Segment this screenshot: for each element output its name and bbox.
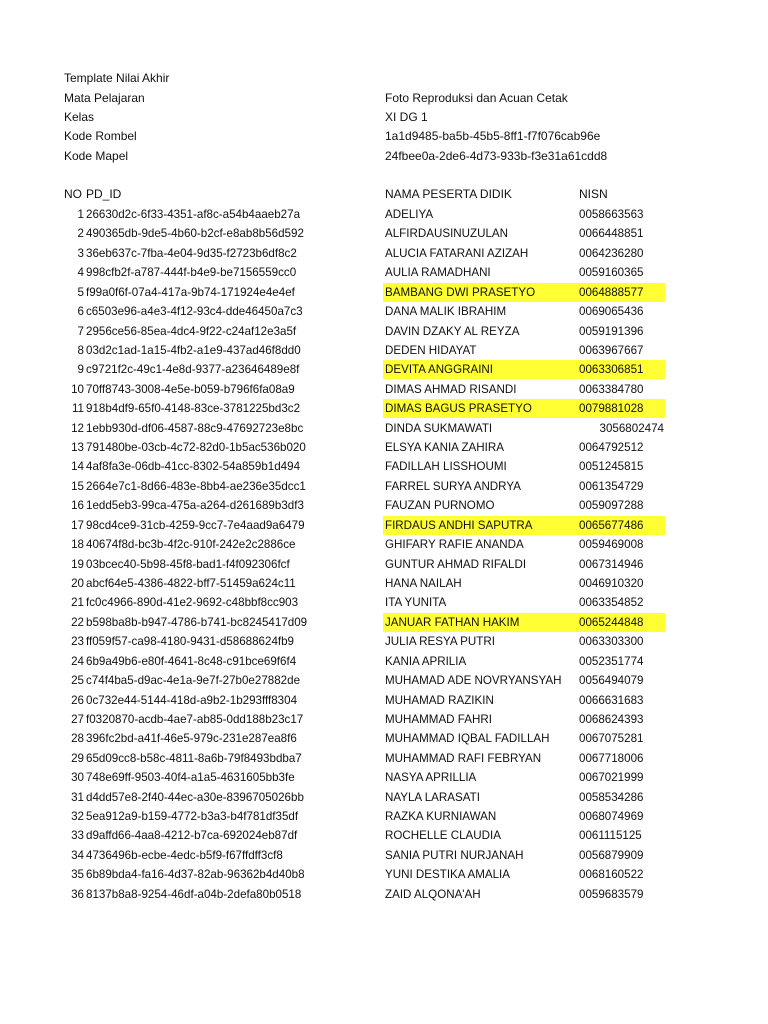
cell-nisn: 0059160365 xyxy=(579,266,644,280)
cell-nama: MUHAMMAD IQBAL FADILLAH xyxy=(385,732,550,746)
cell-no: 23 xyxy=(71,635,84,649)
cell-nama: NASYA APRILLIA xyxy=(385,771,477,785)
cell-nisn: 0068624393 xyxy=(579,712,644,726)
cell-pd-id: 748e69ff-9503-40f4-a1a5-4631605bb3fe xyxy=(86,771,295,785)
meta-row-kodemapel xyxy=(0,147,768,166)
cell-nama: ELSYA KANIA ZAHIRA xyxy=(385,441,504,455)
table-row xyxy=(0,205,768,224)
cell-nisn: 0063306851 xyxy=(579,363,644,377)
cell-pd-id: abcf64e5-4386-4822-bff7-51459a624c11 xyxy=(86,576,296,590)
cell-nisn: 0064792512 xyxy=(579,441,644,455)
cell-pd-id: fc0c4966-890d-41e2-9692-c48bbf8cc903 xyxy=(86,596,299,610)
cell-no: 17 xyxy=(71,518,84,532)
table-row xyxy=(0,710,768,729)
table-row xyxy=(0,283,768,302)
cell-no: 28 xyxy=(71,732,84,746)
meta-row-title xyxy=(0,69,768,88)
cell-nama: FIRDAUS ANDHI SAPUTRA xyxy=(385,518,533,532)
cell-nama: HANA NAILAH xyxy=(385,576,462,590)
cell-nisn: 0067075281 xyxy=(579,732,644,746)
cell-nama: AULIA RAMADHANI xyxy=(385,266,491,280)
cell-nama: DIMAS BAGUS PRASETYO xyxy=(385,402,532,416)
cell-pd-id: 26630d2c-6f33-4351-af8c-a54b4aaeb27a xyxy=(86,208,301,221)
cell-pd-id: ff059f57-ca98-4180-9431-d58688624fb9 xyxy=(86,635,295,649)
cell-nisn: 0066631683 xyxy=(579,693,644,707)
cell-no: 8 xyxy=(77,343,84,357)
table-row xyxy=(0,749,768,768)
cell-nama: GHIFARY RAFIE ANANDA xyxy=(385,538,524,552)
cell-nama: ITA YUNITA xyxy=(385,596,447,610)
cell-nama: DINDA SUKMAWATI xyxy=(385,421,493,435)
table-row xyxy=(0,652,768,671)
cell-no: 16 xyxy=(71,499,84,513)
table-row xyxy=(0,632,768,651)
cell-nisn: 0059469008 xyxy=(579,538,644,552)
cell-pd-id: f0320870-acdb-4ae7-ab85-0dd188b23c17 xyxy=(86,712,304,726)
table-row xyxy=(0,224,768,243)
cell-pd-id: 03bcec40-5b98-45f8-bad1-f4f092306fcf xyxy=(86,557,290,571)
cell-no: 7 xyxy=(77,324,84,338)
table-row xyxy=(0,380,768,399)
rombel-value: 1a1d9485-ba5b-45b5-8ff1-f7f076cab96e xyxy=(385,129,601,143)
cell-nama: DAVIN DZAKY AL REYZA xyxy=(385,324,520,338)
cell-pd-id: 2664e7c1-8d66-483e-8bb4-ae236e35dcc1 xyxy=(86,479,306,493)
cell-no: 6 xyxy=(77,305,84,319)
header-nisn: NISN xyxy=(579,187,608,201)
table-row xyxy=(0,807,768,826)
cell-nisn: 3056802474 xyxy=(599,421,664,435)
header-nama: NAMA PESERTA DIDIK xyxy=(385,187,512,201)
cell-no: 18 xyxy=(71,538,84,552)
cell-nama: FADILLAH LISSHOUMI xyxy=(385,460,507,474)
cell-pd-id: 1edd5eb3-99ca-475a-a264-d261689b3df3 xyxy=(86,499,304,513)
cell-nama: DEVITA ANGGRAINI xyxy=(385,363,494,377)
table-row xyxy=(0,263,768,282)
cell-nama: ADELIYA xyxy=(385,208,434,221)
cell-nama: JULIA RESYA PUTRI xyxy=(385,635,495,649)
cell-nisn: 0046910320 xyxy=(579,576,644,590)
cell-nama: FARREL SURYA ANDRYA xyxy=(385,479,521,493)
cell-pd-id: 918b4df9-65f0-4148-83ce-3781225bd3c2 xyxy=(86,402,301,416)
table-row xyxy=(0,419,768,438)
kodemapel-label: Kode Mapel xyxy=(64,149,129,163)
cell-no: 29 xyxy=(71,751,84,765)
cell-nisn: 0056494079 xyxy=(579,674,644,688)
cell-nisn: 0061354729 xyxy=(579,479,644,493)
cell-no: 24 xyxy=(71,654,84,668)
table-row xyxy=(0,788,768,807)
cell-pd-id: d9affd66-4aa8-4212-b7ca-692024eb87df xyxy=(86,829,298,843)
table-row xyxy=(0,613,768,632)
cell-no: 2 xyxy=(77,227,84,241)
cell-no: 12 xyxy=(71,421,84,435)
table-row xyxy=(0,555,768,574)
cell-nama: ALFIRDAUSINUZULAN xyxy=(385,227,509,241)
cell-nisn: 0064888577 xyxy=(579,285,644,299)
cell-nama: RAZKA KURNIAWAN xyxy=(385,810,497,824)
cell-nama: MUHAMAD RAZIKIN xyxy=(385,693,494,707)
cell-nisn: 0068160522 xyxy=(579,868,644,882)
table-row xyxy=(0,574,768,593)
cell-pd-id: 490365db-9de5-4b60-b2cf-e8ab8b56d592 xyxy=(86,227,304,241)
cell-nama: MUHAMAD ADE NOVRYANSYAH xyxy=(385,674,562,688)
cell-no: 15 xyxy=(71,479,84,493)
header-pd-id: PD_ID xyxy=(86,187,122,201)
cell-pd-id: b598ba8b-b947-4786-b741-bc8245417d09 xyxy=(86,615,308,629)
cell-nisn: 0063384780 xyxy=(579,382,644,396)
cell-nama: DIMAS AHMAD RISANDI xyxy=(385,382,517,396)
cell-no: 36 xyxy=(71,887,84,901)
cell-nisn: 0061115125 xyxy=(579,829,642,843)
cell-nama: ZAID ALQONA'AH xyxy=(385,887,481,901)
cell-nama: DEDEN HIDAYAT xyxy=(385,343,477,357)
table-row xyxy=(0,322,768,341)
cell-nisn: 0065244848 xyxy=(579,615,644,629)
cell-pd-id: c74f4ba5-d9ac-4e1a-9e7f-27b0e27882de xyxy=(86,674,301,688)
kelas-value: XI DG 1 xyxy=(385,110,428,124)
table-row xyxy=(0,885,768,904)
cell-nisn: 0063303300 xyxy=(579,635,644,649)
cell-nama: KANIA APRILIA xyxy=(385,654,467,668)
cell-no: 11 xyxy=(71,402,84,416)
cell-pd-id: f99a0f6f-07a4-417a-9b74-171924e4e4ef xyxy=(86,285,295,299)
meta-row-kelas xyxy=(0,108,768,127)
cell-nisn: 0063967667 xyxy=(579,343,644,357)
cell-no: 5 xyxy=(77,285,84,299)
cell-pd-id: 4736496b-ecbe-4edc-b5f9-f67ffdff3cf8 xyxy=(86,848,283,862)
cell-no: 19 xyxy=(71,557,84,571)
cell-nisn: 0058663563 xyxy=(579,208,644,221)
cell-nama: GUNTUR AHMAD RIFALDI xyxy=(385,557,527,571)
cell-no: 33 xyxy=(71,829,84,843)
cell-nama: MUHAMMAD FAHRI xyxy=(385,712,492,726)
kodemapel-value: 24fbee0a-2de6-4d73-933b-f3e31a61cdd8 xyxy=(385,149,608,163)
cell-no: 20 xyxy=(71,576,84,590)
cell-no: 9 xyxy=(77,363,84,377)
table-header xyxy=(0,185,768,204)
cell-nisn: 0059191396 xyxy=(579,324,644,338)
cell-pd-id: 2956ce56-85ea-4dc4-9f22-c24af12e3a5f xyxy=(86,324,297,338)
cell-pd-id: 40674f8d-bc3b-4f2c-910f-242e2c2886ce xyxy=(86,538,296,552)
cell-nama: NAYLA LARASATI xyxy=(385,790,480,804)
cell-nama: ALUCIA FATARANI AZIZAH xyxy=(385,246,529,260)
cell-pd-id: 70ff8743-3008-4e5e-b059-b796f6fa08a9 xyxy=(86,382,295,396)
cell-nama: DANA MALIK IBRAHIM xyxy=(385,305,507,319)
table-row xyxy=(0,399,768,418)
table-row xyxy=(0,865,768,884)
cell-no: 25 xyxy=(71,674,84,688)
cell-no: 21 xyxy=(71,596,84,610)
cell-pd-id: 65d09cc8-b58c-4811-8a6b-79f8493bdba7 xyxy=(86,751,302,765)
cell-pd-id: 03d2c1ad-1a15-4fb2-a1e9-437ad46f8dd0 xyxy=(86,343,301,357)
cell-nisn: 0066448851 xyxy=(579,227,644,241)
table-row xyxy=(0,535,768,554)
cell-nisn: 0052351774 xyxy=(579,654,644,668)
cell-no: 1 xyxy=(77,208,84,221)
mapel-value: Foto Reproduksi dan Acuan Cetak xyxy=(385,91,568,105)
cell-pd-id: 4af8fa3e-06db-41cc-8302-54a859b1d494 xyxy=(86,460,301,474)
cell-nisn: 0063354852 xyxy=(579,596,644,610)
cell-no: 26 xyxy=(71,693,84,707)
cell-nisn: 0059683579 xyxy=(579,887,644,901)
cell-no: 34 xyxy=(71,848,84,862)
cell-pd-id: 36eb637c-7fba-4e04-9d35-f2723b6df8c2 xyxy=(86,246,297,260)
cell-nama: YUNI DESTIKA AMALIA xyxy=(385,868,510,882)
table-row xyxy=(0,457,768,476)
cell-pd-id: 6b89bda4-fa16-4d37-82ab-96362b4d40b8 xyxy=(86,868,305,882)
table-row xyxy=(0,768,768,787)
template-title: Template Nilai Akhir xyxy=(64,71,170,85)
meta-row-rombel xyxy=(0,127,768,146)
cell-nisn: 0059097288 xyxy=(579,499,644,513)
cell-no: 35 xyxy=(71,868,84,882)
cell-no: 32 xyxy=(71,810,84,824)
cell-no: 22 xyxy=(71,615,84,629)
cell-nisn: 0067314946 xyxy=(579,557,644,571)
cell-nisn: 0079881028 xyxy=(579,402,644,416)
table-row xyxy=(0,826,768,845)
cell-nisn: 0065677486 xyxy=(579,518,644,532)
table-row xyxy=(0,477,768,496)
cell-pd-id: c9721f2c-49c1-4e8d-9377-a23646489e8f xyxy=(86,363,300,377)
table-row xyxy=(0,496,768,515)
cell-nisn: 0051245815 xyxy=(579,460,644,474)
cell-nisn: 0067718006 xyxy=(579,751,644,765)
cell-nisn: 0067021999 xyxy=(579,771,644,785)
cell-nisn: 0056879909 xyxy=(579,848,644,862)
table-row xyxy=(0,341,768,360)
cell-nama: MUHAMMAD RAFI FEBRYAN xyxy=(385,751,542,765)
cell-nisn: 0069065436 xyxy=(579,305,644,319)
cell-no: 13 xyxy=(71,441,84,455)
cell-nama: BAMBANG DWI PRASETYO xyxy=(385,285,536,299)
table-row xyxy=(0,438,768,457)
header-no: NO xyxy=(64,187,82,201)
cell-no: 10 xyxy=(71,382,84,396)
table-row xyxy=(0,302,768,321)
kelas-label: Kelas xyxy=(64,110,95,124)
cell-pd-id: 8137b8a8-9254-46df-a04b-2defa80b0518 xyxy=(86,887,302,901)
meta-row-mapel xyxy=(0,89,768,108)
cell-nisn: 0068074969 xyxy=(579,810,644,824)
cell-pd-id: 98cd4ce9-31cb-4259-9cc7-7e4aad9a6479 xyxy=(86,518,305,532)
table-row xyxy=(0,516,768,535)
cell-nisn: 0064236280 xyxy=(579,246,644,260)
cell-pd-id: 791480be-03cb-4c72-82d0-1b5ac536b020 xyxy=(86,441,306,455)
cell-no: 31 xyxy=(71,790,84,804)
table-row xyxy=(0,691,768,710)
cell-no: 14 xyxy=(71,460,84,474)
cell-no: 4 xyxy=(77,266,84,280)
cell-pd-id: 5ea912a9-b159-4772-b3a3-b4f781df35df xyxy=(86,810,299,824)
cell-nisn: 0058534286 xyxy=(579,790,644,804)
table-row xyxy=(0,244,768,263)
cell-pd-id: d4dd57e8-2f40-44ec-a30e-8396705026bb xyxy=(86,790,304,804)
cell-pd-id: 6b9a49b6-e80f-4641-8c48-c91bce69f6f4 xyxy=(86,654,297,668)
cell-no: 30 xyxy=(71,771,84,785)
table-row xyxy=(0,671,768,690)
cell-pd-id: 0c732e44-5144-418d-a9b2-1b293fff8304 xyxy=(86,693,298,707)
rombel-label: Kode Rombel xyxy=(64,129,137,143)
cell-pd-id: 998cfb2f-a787-444f-b4e9-be7156559cc0 xyxy=(86,266,297,280)
cell-no: 3 xyxy=(77,246,84,260)
cell-nama: FAUZAN PURNOMO xyxy=(385,499,495,513)
cell-pd-id: 1ebb930d-df06-4587-88c9-47692723e8bc xyxy=(86,421,304,435)
cell-pd-id: c6503e96-a4e3-4f12-93c4-dde46450a7c3 xyxy=(86,305,303,319)
table-row xyxy=(0,593,768,612)
cell-pd-id: 396fc2bd-a41f-46e5-979c-231e287ea8f6 xyxy=(86,732,297,746)
table-row xyxy=(0,846,768,865)
table-row xyxy=(0,729,768,748)
mapel-label: Mata Pelajaran xyxy=(64,91,145,105)
cell-nama: JANUAR FATHAN HAKIM xyxy=(385,615,520,629)
cell-nama: ROCHELLE CLAUDIA xyxy=(385,829,501,843)
cell-nama: SANIA PUTRI NURJANAH xyxy=(385,848,524,862)
table-row xyxy=(0,360,768,379)
cell-no: 27 xyxy=(71,712,84,726)
